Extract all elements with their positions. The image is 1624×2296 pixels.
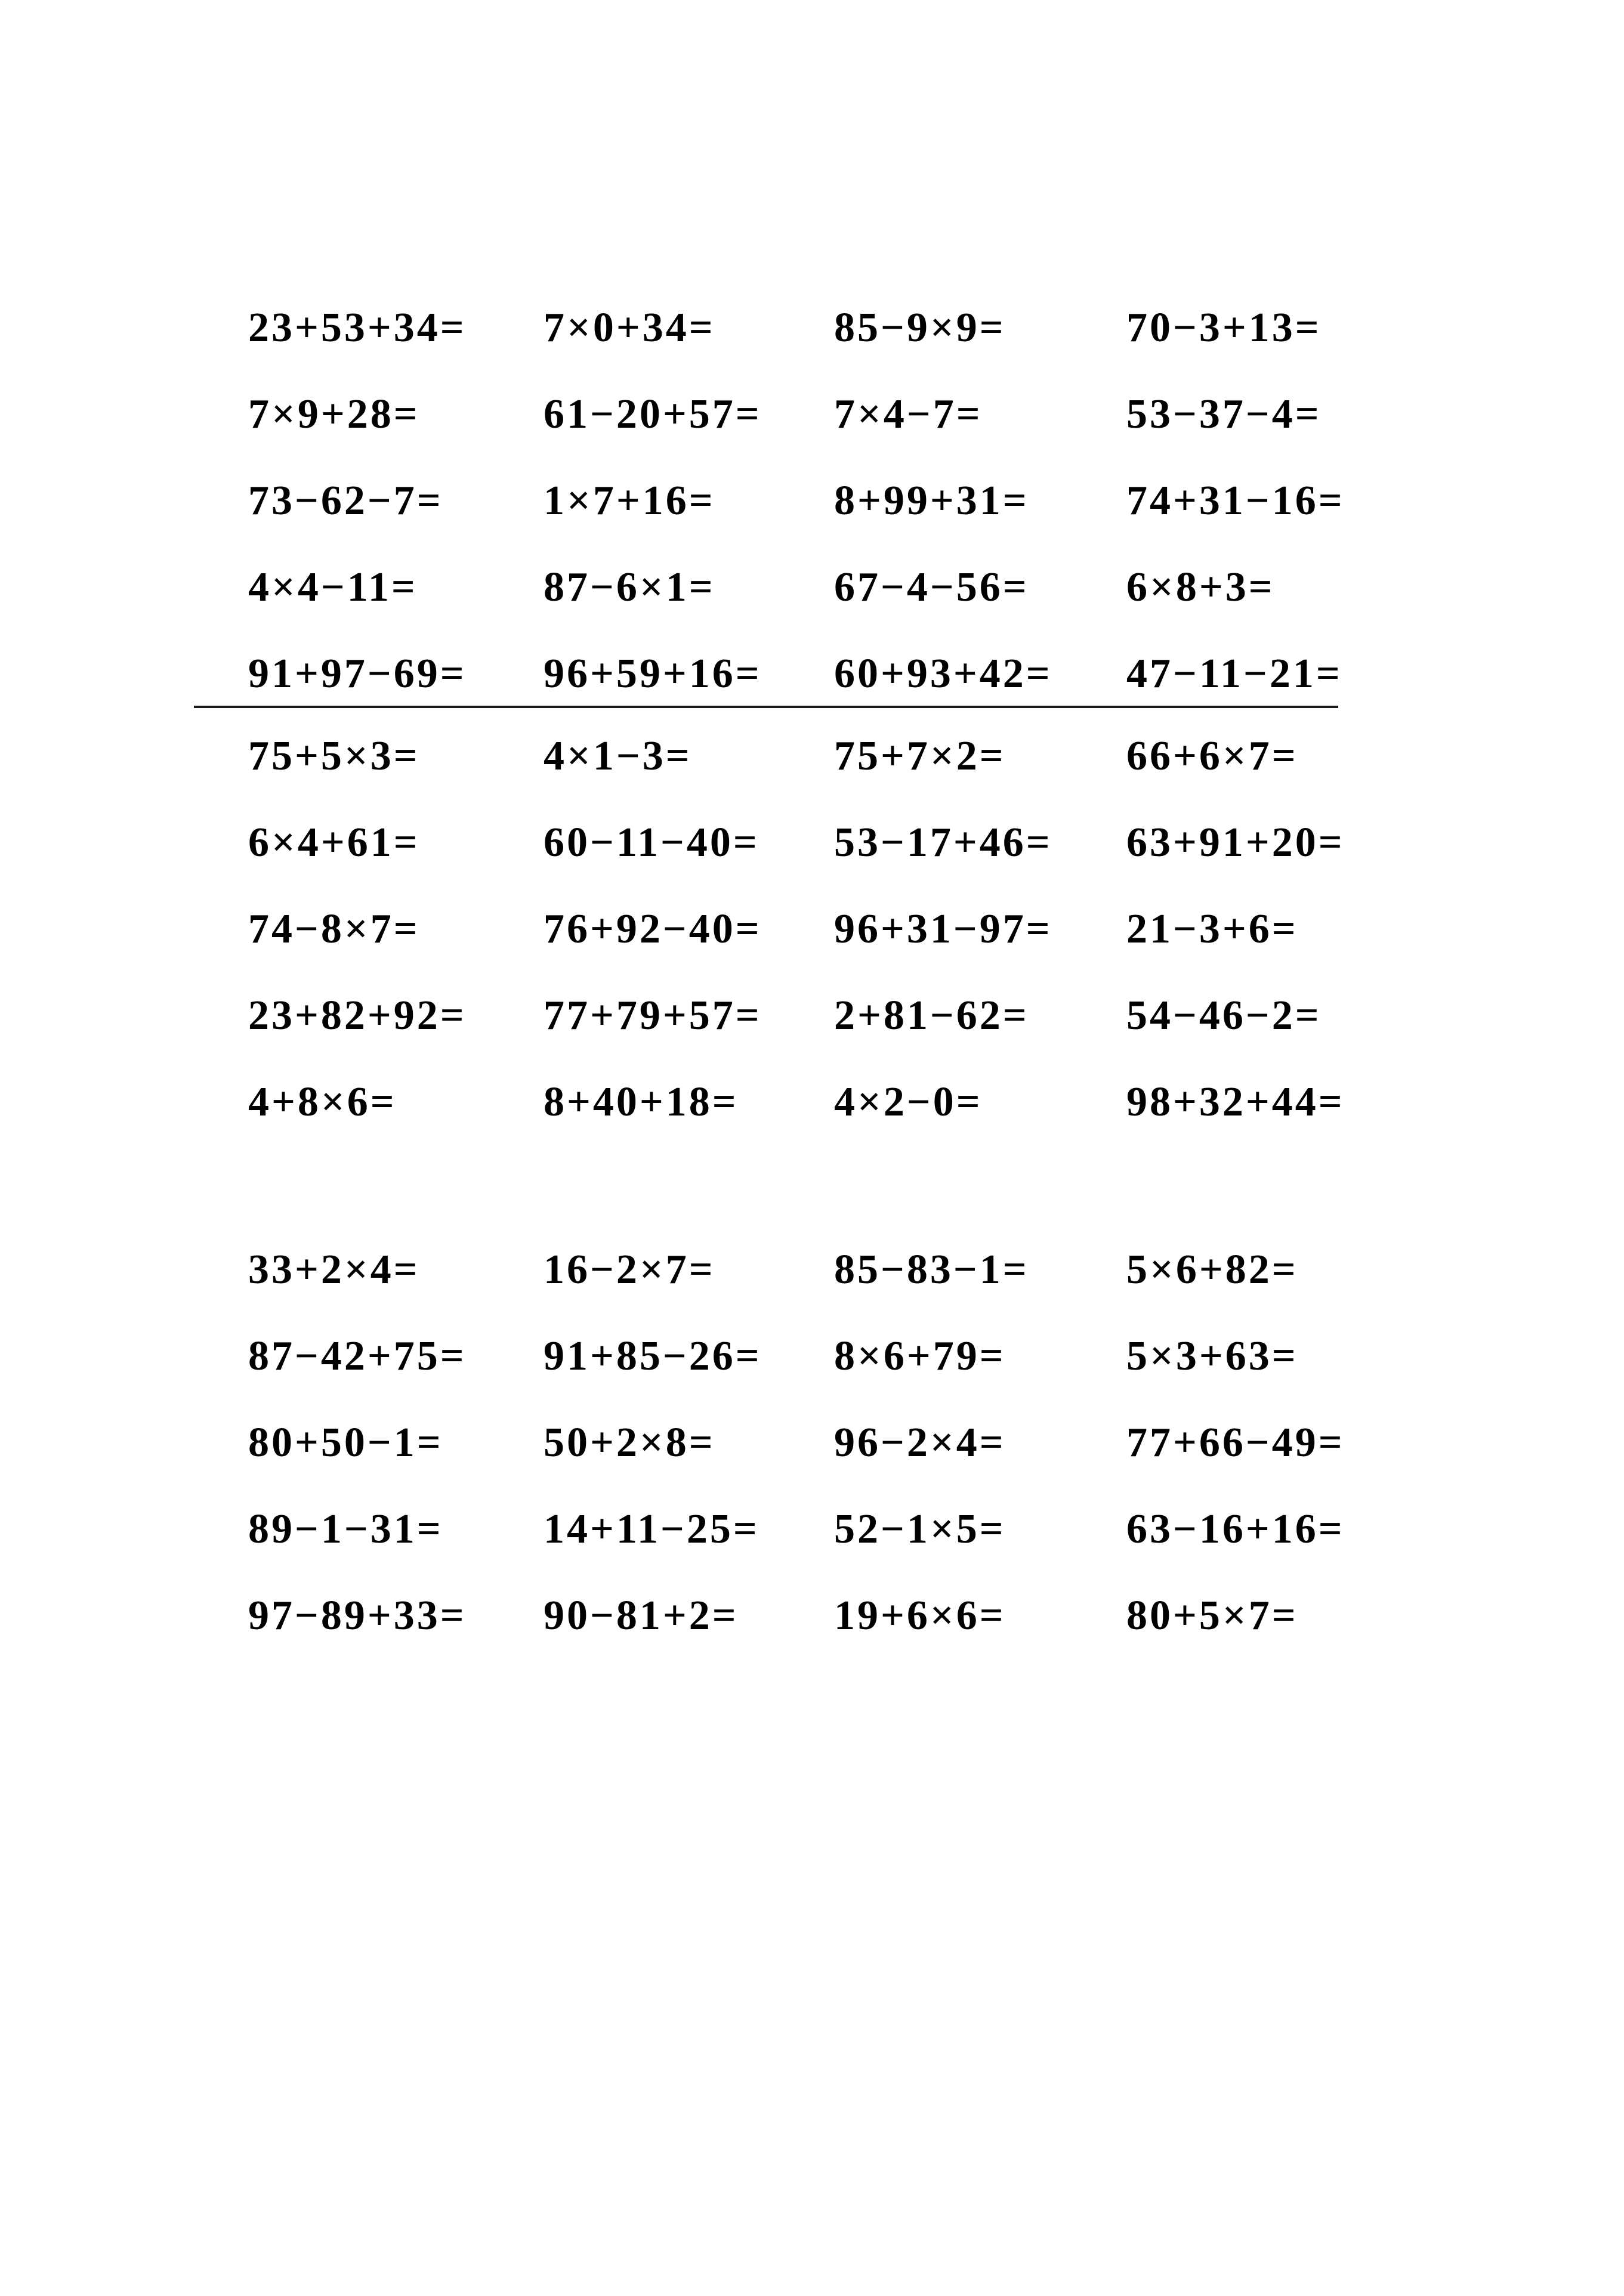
problem-expression: 96+31−97=: [834, 906, 1052, 952]
problem-expression: 2+81−62=: [834, 992, 1029, 1039]
problem-expression: 6×4+61=: [248, 819, 420, 866]
problem-expression: 16−2×7=: [544, 1246, 715, 1293]
problem-expression: 6×8+3=: [1126, 564, 1275, 610]
problem-expression: 89−1−31=: [248, 1506, 443, 1552]
problem-block-bottom: [248, 1226, 1413, 1659]
problem-expression: 73−62−7=: [248, 477, 443, 524]
problem-block-middle: [248, 713, 1413, 1145]
problem-expression: 96+59+16=: [544, 650, 762, 697]
problem-expression: 8×6+79=: [834, 1333, 1006, 1379]
problem-expression: 90−81+2=: [544, 1592, 739, 1639]
problem-expression: 97−89+33=: [248, 1592, 467, 1639]
problem-expression: 87−6×1=: [544, 564, 715, 610]
problem-expression: 33+2×4=: [248, 1246, 420, 1293]
problem-expression: 8+40+18=: [544, 1079, 739, 1125]
problem-expression: 63−16+16=: [1126, 1506, 1345, 1552]
problem-block-top: [248, 285, 1413, 717]
problem-expression: 1×7+16=: [544, 477, 715, 524]
problem-expression: 5×3+63=: [1126, 1333, 1298, 1379]
problem-expression: 4×2−0=: [834, 1079, 983, 1125]
problem-expression: 7×0+34=: [544, 304, 715, 351]
problem-expression: 53−17+46=: [834, 819, 1052, 866]
problem-expression: 85−83−1=: [834, 1246, 1029, 1293]
problem-expression: 77+79+57=: [544, 992, 762, 1039]
problem-expression: 74−8×7=: [248, 906, 420, 952]
problem-expression: 75+7×2=: [834, 733, 1006, 779]
problem-expression: 75+5×3=: [248, 733, 420, 779]
problem-expression: 53−37−4=: [1126, 391, 1322, 437]
problem-expression: 98+32+44=: [1126, 1079, 1345, 1125]
problem-expression: 85−9×9=: [834, 304, 1006, 351]
problem-expression: 23+53+34=: [248, 304, 467, 351]
problem-expression: 80+50−1=: [248, 1419, 443, 1466]
problem-expression: 47−11−21=: [1126, 650, 1342, 697]
problem-expression: 54−46−2=: [1126, 992, 1322, 1039]
section-divider-line: [194, 706, 1338, 708]
problem-expression: 87−42+75=: [248, 1333, 467, 1379]
problem-expression: 77+66−49=: [1126, 1419, 1345, 1466]
problem-expression: 60−11−40=: [544, 819, 759, 866]
problem-expression: 4+8×6=: [248, 1079, 397, 1125]
problem-expression: 76+92−40=: [544, 906, 762, 952]
problem-expression: 19+6×6=: [834, 1592, 1006, 1639]
problem-expression: 91+97−69=: [248, 650, 467, 697]
problem-expression: 5×6+82=: [1126, 1246, 1298, 1293]
problem-expression: 4×4−11=: [248, 564, 418, 610]
problem-expression: 14+11−25=: [544, 1506, 759, 1552]
problem-expression: 70−3+13=: [1126, 304, 1322, 351]
problem-expression: 91+85−26=: [544, 1333, 762, 1379]
problem-expression: 66+6×7=: [1126, 733, 1298, 779]
problem-expression: 96−2×4=: [834, 1419, 1006, 1466]
problem-expression: 80+5×7=: [1126, 1592, 1298, 1639]
problem-expression: 8+99+31=: [834, 477, 1029, 524]
problem-expression: 67−4−56=: [834, 564, 1029, 610]
problem-expression: 74+31−16=: [1126, 477, 1345, 524]
problem-expression: 4×1−3=: [544, 733, 692, 779]
problem-expression: 23+82+92=: [248, 992, 467, 1039]
problem-expression: 50+2×8=: [544, 1419, 715, 1466]
problem-expression: 61−20+57=: [544, 391, 762, 437]
problem-expression: 63+91+20=: [1126, 819, 1345, 866]
problem-expression: 21−3+6=: [1126, 906, 1298, 952]
problem-expression: 7×9+28=: [248, 391, 420, 437]
problem-expression: 60+93+42=: [834, 650, 1052, 697]
problem-expression: 7×4−7=: [834, 391, 983, 437]
problem-expression: 52−1×5=: [834, 1506, 1006, 1552]
